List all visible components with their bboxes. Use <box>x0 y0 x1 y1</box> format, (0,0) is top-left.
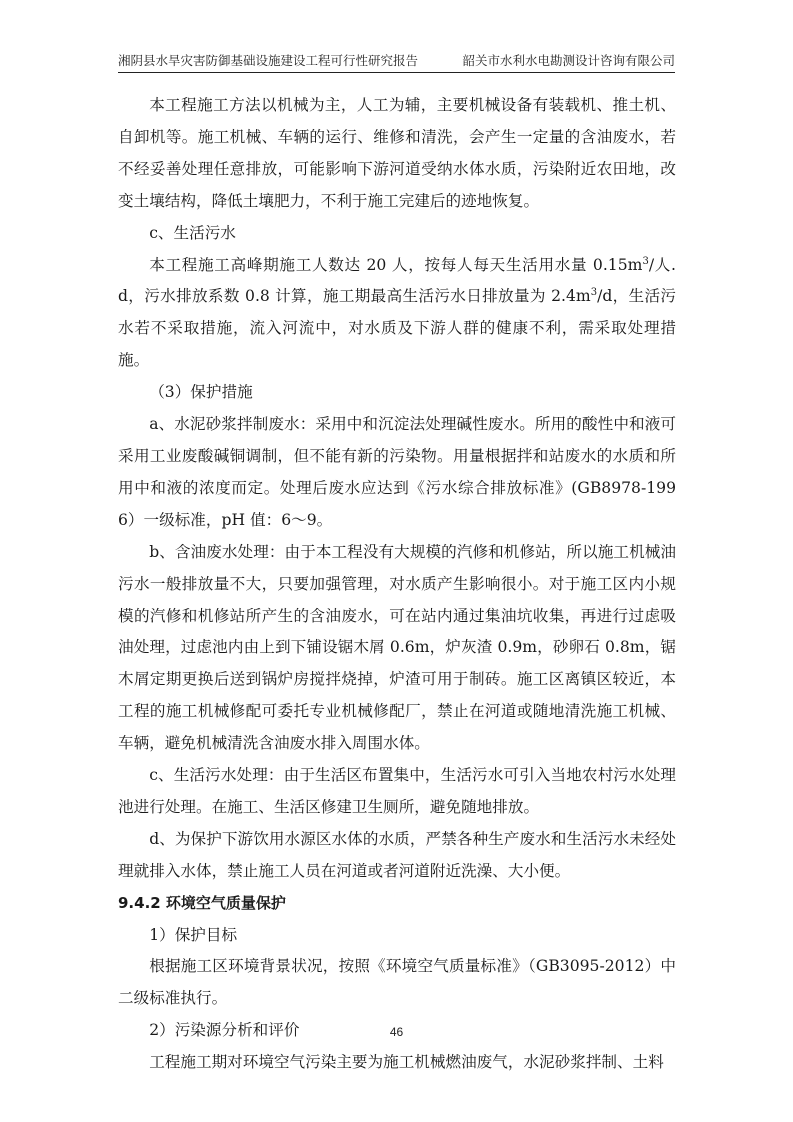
page-body <box>118 90 676 1079</box>
subheading-domestic-sewage: c、生活污水 <box>149 223 236 242</box>
superscript-3: 3 <box>642 255 649 267</box>
paragraph-cement-wastewater: a、水泥砂浆拌制废水：采用中和沉淀法处理碱性废水。所用的酸性中和液可采用工业废酸碱铜调制，但不能有新的污染物。用量根据拌和站废水的水质和所用中和液的浓度而定。处理后废水应达到《污水综合排放标准》(GB8978-1996）一级标准，pH 值：6～9。 <box>118 415 676 529</box>
page-header <box>118 52 675 73</box>
subheading-protection-measures: （3）保护措施 <box>149 383 253 402</box>
superscript-3: 3 <box>590 287 598 299</box>
paragraph-sewage-treatment: c、生活污水处理：由于生活区布置集中，生活污水可引入当地农村污水处理池进行处理。在施工、生活区修建卫生厕所，避免随地排放。 <box>118 766 676 816</box>
sewage-text-part1: 本工程施工高峰期施工人数达 20 人，按每人每天生活用水量 0.15m <box>149 255 643 274</box>
sewage-text-part2: /人.d，污水排放系数 0.8 计算，施工期最高生活污水日排放量为 2.4m <box>118 255 676 306</box>
section-heading: 9.4.2 环境空气质量保护 <box>118 893 286 912</box>
header-company-name: 韶关市水利水电勘测设计咨询有限公司 <box>462 53 675 68</box>
paragraph-water-source-protection: d、为保护下游饮用水源区水体的水质，严禁各种生产废水和生活污水未经处理就排入水体，禁止施工人员在河道或者河道附近洗澡、大小便。 <box>118 829 676 880</box>
subheading-pollution-analysis: 2）污染源分析和评价 <box>149 1021 300 1040</box>
header-report-title: 湘阴县水旱灾害防御基础设施建设工程可行性研究报告 <box>118 53 419 68</box>
paragraph-oily-wastewater-treatment: b、含油废水处理：由于本工程没有大规模的汽修和机修站，所以施工机械油污水一般排放量不大，只要加强管理，对水质产生影响很小。对于施工区内小规模的汽修和机修站所产生的含油废水，可在站内通过集油坑收集，再进行过虑吸油处理，过虑池内由上到下铺设锯木屑 0.6m，炉灰渣 0.9m，砂卵石 0.8m，锯木屑定期更换后送到锅炉房搅拌烧掉，炉渣可用于制砖。施工区离镇区较近，本工程的施工机械修配可委托专业机械修配厂，禁止在河道或随地清洗施工机械、车辆，避免机械清洗含油废水排入周围水体。 <box>118 542 676 753</box>
paragraph-air-quality-standard: 根据施工区环境背景状况，按照《环境空气质量标准》（GB3095-2012）中二级标准执行。 <box>118 957 676 1008</box>
paragraph-domestic-sewage <box>118 250 676 378</box>
subheading-protection-target: 1）保护目标 <box>149 925 238 944</box>
paragraph-air-pollution-sources: 工程施工期对环境空气污染主要为施工机械燃油废气，水泥砂浆拌制、土料 <box>149 1053 664 1072</box>
paragraph-oily-wastewater-intro: 本工程施工方法以机械为主，人工为辅，主要机械设备有装载机、推土机、自卸机等。施工机械、车辆的运行、维修和清洗，会产生一定量的含油废水，若不经妥善处理任意排放，可能影响下游河道受纳水体水质，污染附近农田地，改变土壤结构，降低土壤肥力，不利于施工完建后的迹地恢复。 <box>118 96 676 210</box>
sewage-text-part3: /d，生活污水若不采取措施，流入河流中，对水质及下游人群的健康不利，需采取处理措施。 <box>118 287 676 370</box>
page-number: 46 <box>389 1025 404 1039</box>
